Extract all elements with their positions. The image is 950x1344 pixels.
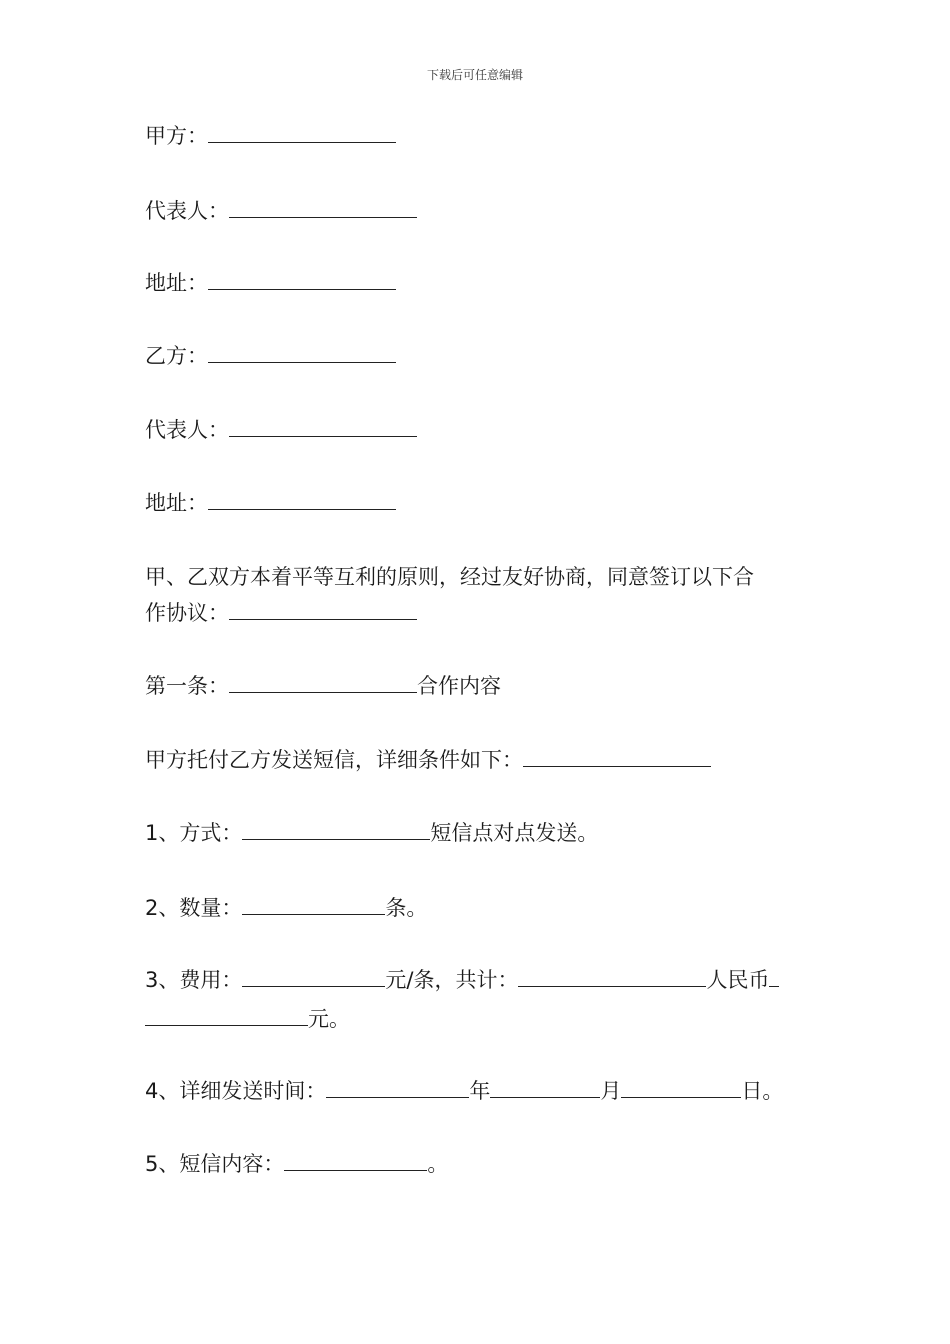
party-b-rep-label: 代表人： bbox=[145, 418, 229, 442]
item-4-year-blank[interactable] bbox=[326, 1073, 469, 1098]
article-1-blank[interactable] bbox=[229, 668, 417, 693]
item-5-line bbox=[145, 1146, 448, 1182]
party-a-rep-line bbox=[145, 193, 417, 229]
intro-text-2: 作协议： bbox=[145, 601, 229, 625]
party-a-line bbox=[145, 118, 396, 154]
party-b-rep-blank[interactable] bbox=[229, 412, 417, 437]
item-3-unit-price-blank[interactable] bbox=[242, 962, 385, 987]
item-4-year: 年 bbox=[469, 1079, 491, 1103]
item-5-blank[interactable] bbox=[284, 1146, 427, 1171]
party-b-address-blank[interactable] bbox=[208, 485, 396, 510]
entrust-blank[interactable] bbox=[523, 742, 711, 767]
item-2-blank[interactable] bbox=[242, 890, 385, 915]
item-2-prefix: 2、数量： bbox=[145, 896, 243, 920]
entrust-text: 甲方托付乙方发送短信，详细条件如下： bbox=[145, 748, 523, 772]
item-3-suffix: 元。 bbox=[308, 1007, 350, 1031]
item-1-line bbox=[145, 815, 598, 851]
item-3-rmb-blank-start[interactable] bbox=[769, 962, 779, 987]
intro-paragraph-line2 bbox=[145, 595, 417, 631]
item-3-mid1: 元/条，共计： bbox=[385, 968, 519, 992]
party-a-rep-blank[interactable] bbox=[229, 193, 417, 218]
item-3-mid2: 人民币 bbox=[706, 968, 770, 992]
item-4-prefix: 4、详细发送时间： bbox=[145, 1079, 327, 1103]
item-4-line bbox=[145, 1073, 783, 1109]
party-b-rep-line bbox=[145, 412, 417, 448]
article-1-suffix: 合作内容 bbox=[417, 674, 501, 698]
item-1-blank[interactable] bbox=[242, 815, 430, 840]
item-5-prefix: 5、短信内容： bbox=[145, 1152, 285, 1176]
item-1-prefix: 1、方式： bbox=[145, 821, 243, 845]
item-4-month: 月 bbox=[600, 1079, 622, 1103]
item-5-suffix: 。 bbox=[427, 1152, 449, 1176]
party-b-address-line bbox=[145, 485, 396, 521]
party-a-address-blank[interactable] bbox=[208, 265, 396, 290]
item-2-line bbox=[145, 890, 427, 926]
item-1-suffix: 短信点对点发送。 bbox=[430, 821, 599, 845]
article-1-prefix: 第一条： bbox=[145, 674, 229, 698]
party-b-address-label: 地址： bbox=[145, 491, 208, 515]
party-a-rep-label: 代表人： bbox=[145, 199, 229, 223]
intro-text-1: 甲、乙双方本着平等互利的原则，经过友好协商，同意签订以下合 bbox=[145, 565, 754, 589]
intro-blank[interactable] bbox=[229, 595, 417, 620]
item-3-line1 bbox=[145, 962, 779, 998]
entrust-line bbox=[145, 742, 711, 778]
article-1-line bbox=[145, 668, 501, 704]
party-a-address-label: 地址： bbox=[145, 271, 208, 295]
item-2-suffix: 条。 bbox=[385, 896, 428, 920]
party-b-label: 乙方： bbox=[145, 344, 208, 368]
item-3-prefix: 3、费用： bbox=[145, 968, 243, 992]
party-a-label: 甲方： bbox=[145, 124, 208, 148]
party-b-blank[interactable] bbox=[208, 338, 396, 363]
item-4-month-blank[interactable] bbox=[490, 1073, 600, 1098]
item-3-line2 bbox=[145, 1001, 350, 1037]
page-header: 下载后可任意编辑 bbox=[426, 68, 523, 82]
party-a-blank[interactable] bbox=[208, 118, 396, 143]
item-3-rmb-blank[interactable] bbox=[145, 1001, 308, 1026]
intro-paragraph-line1 bbox=[145, 559, 754, 595]
item-4-day: 日。 bbox=[741, 1079, 784, 1103]
item-3-total-blank[interactable] bbox=[518, 962, 706, 987]
party-b-line bbox=[145, 338, 396, 374]
party-a-address-line bbox=[145, 265, 396, 301]
item-4-day-blank[interactable] bbox=[621, 1073, 741, 1098]
